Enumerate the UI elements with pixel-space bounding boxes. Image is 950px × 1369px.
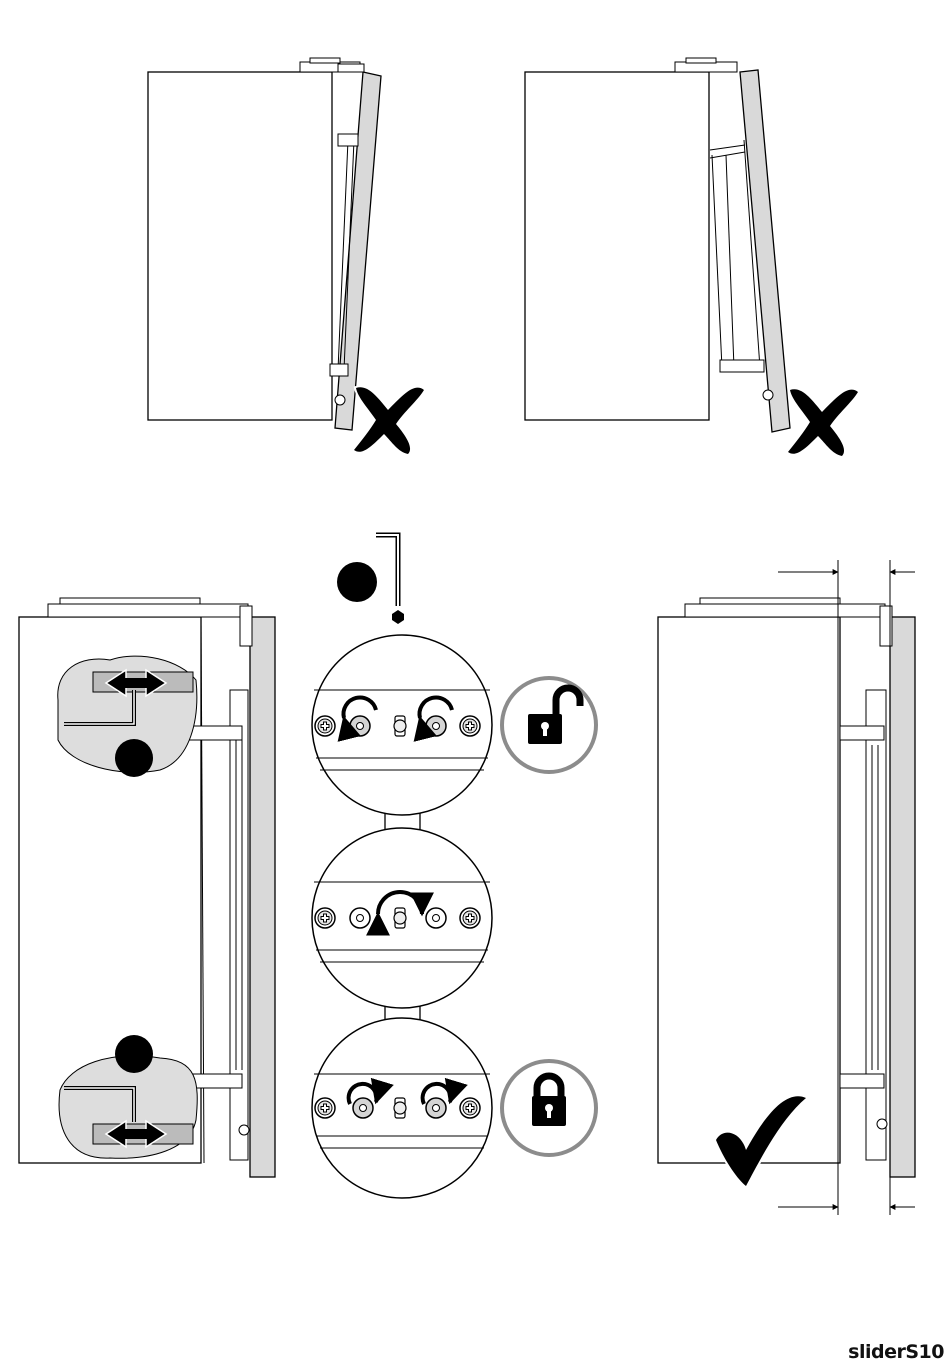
lock-open-icon [502,678,596,772]
hex-bolt-icon [394,908,406,928]
door-panel [250,617,275,1177]
hex-key-tool [337,535,404,624]
cross-mark-icon [354,387,424,454]
nut-icon [350,908,370,928]
hex-bolt-icon [394,1098,406,1118]
adjust-assembly [19,598,275,1177]
lock-closed-icon [502,1061,596,1155]
wrong-assembly-2 [525,58,858,456]
step-marker [115,739,153,777]
step-marker [115,1035,153,1073]
detail-lock [312,1018,492,1198]
door-panel [740,70,790,432]
cabinet [525,72,709,420]
hex-bolt-icon [394,716,406,736]
correct-assembly [658,560,915,1215]
nut-icon [426,1098,446,1118]
cabinet [148,72,332,420]
step-marker [337,562,377,602]
nut-icon [426,908,446,928]
detail-circles [312,635,492,1198]
nut-icon [350,716,370,736]
wrong-assembly-1 [148,58,424,454]
cross-mark-icon [788,389,858,456]
detail-unlock [312,635,492,815]
detail-rotate [312,828,492,1008]
nut-icon [353,1098,373,1118]
brand-logo: sliderS10 [848,1341,944,1363]
nut-icon [426,716,446,736]
screw-icon [315,716,335,736]
screw-icon [460,908,480,928]
cabinet [658,617,840,1163]
hex-key-icon [376,535,398,606]
door-panel [890,617,915,1177]
screw-icon [460,1098,480,1118]
screw-icon [460,716,480,736]
screw-icon [315,1098,335,1118]
screw-icon [315,908,335,928]
